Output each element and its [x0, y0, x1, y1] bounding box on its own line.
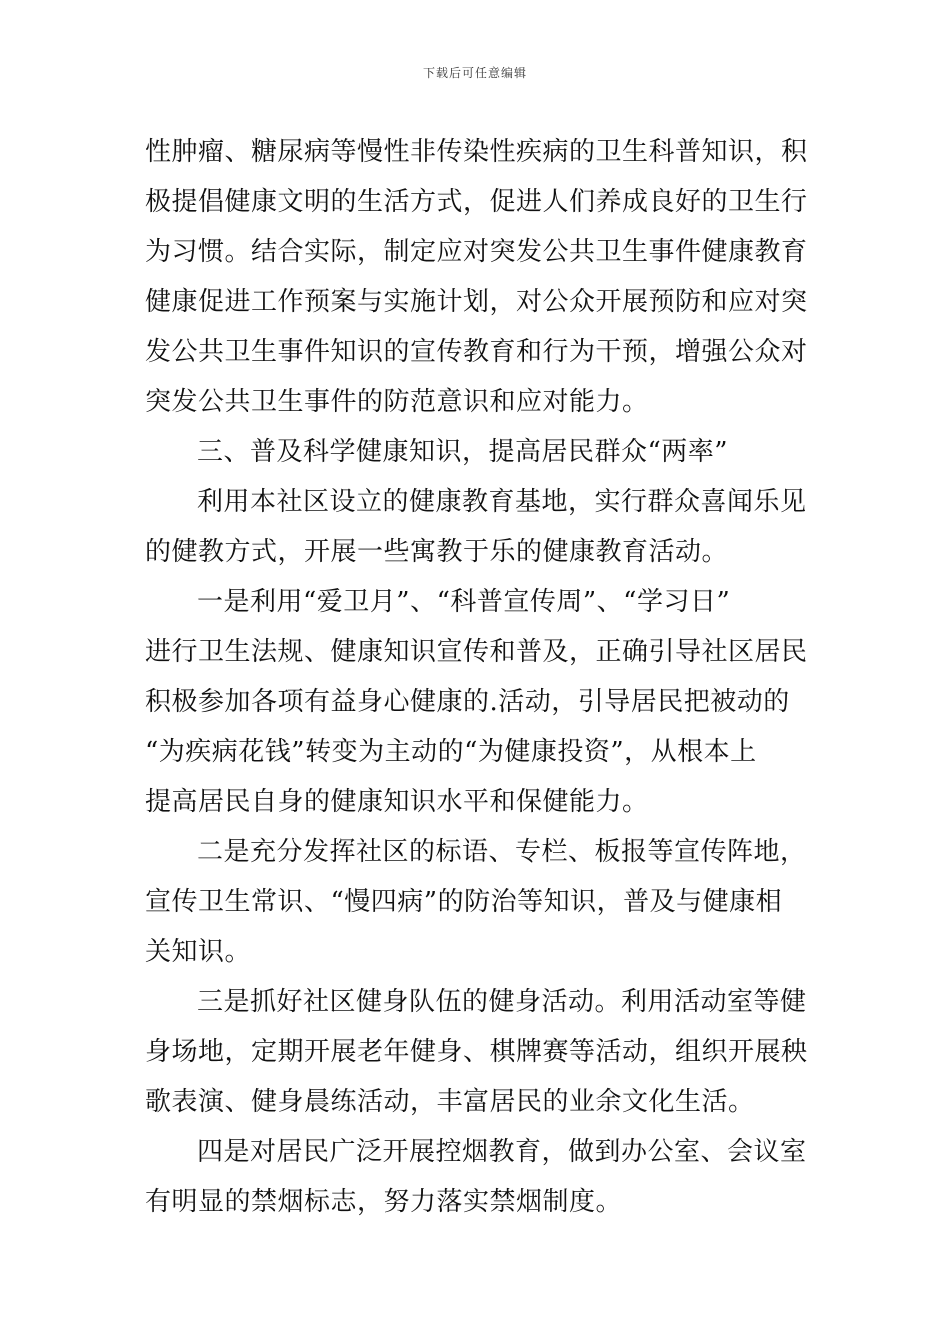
- body-line: 关知识。: [145, 937, 252, 967]
- body-line: 性肿瘤、糖尿病等慢性非传染性疾病的卫生科普知识，积: [145, 137, 808, 167]
- body-line: 为习惯。结合实际，制定应对突发公共卫生事件健康教育: [145, 237, 808, 267]
- section-heading: 三、普及科学健康知识，提高居民群众“两率”: [197, 437, 729, 467]
- body-line: 有明显的禁烟标志，努力落实禁烟制度。: [145, 1187, 623, 1217]
- page-header-note: 下载后可任意编辑: [422, 66, 527, 80]
- paragraph-first-line: 利用本社区设立的健康教育基地，实行群众喜闻乐见: [197, 487, 807, 517]
- paragraph-first-line: 三是抓好社区健身队伍的健身活动。利用活动室等健: [197, 987, 807, 1017]
- body-line: 歌表演、健身晨练活动，丰富居民的业余文化生活。: [145, 1087, 755, 1117]
- body-line: 极提倡健康文明的生活方式，促进人们养成良好的卫生行: [145, 187, 808, 217]
- body-line: 发公共卫生事件知识的宣传教育和行为干预，增强公众对: [145, 337, 808, 367]
- body-line: 宣传卫生常识、“慢四病”的防治等知识，普及与健康相: [145, 887, 783, 917]
- body-line: 身场地，定期开展老年健身、棋牌赛等活动，组织开展秧: [145, 1037, 808, 1067]
- paragraph-first-line: 一是利用“爱卫月”、“科普宣传周”、“学习日”: [197, 587, 731, 617]
- body-line: “为疾病花钱”转变为主动的“为健康投资”，从根本上: [145, 737, 757, 767]
- paragraph-first-line: 二是充分发挥社区的标语、专栏、板报等宣传阵地，: [197, 837, 807, 867]
- body-line: 健康促进工作预案与实施计划，对公众开展预防和应对突: [145, 287, 808, 317]
- body-line: 的健教方式，开展一些寓教于乐的健康教育活动。: [145, 537, 729, 567]
- document-body: [145, 127, 809, 1227]
- body-line: 积极参加各项有益身心健康的.活动，引导居民把被动的: [145, 687, 790, 717]
- body-line: 进行卫生法规、健康知识宣传和普及，正确引导社区居民: [145, 637, 808, 667]
- paragraph-first-line: 四是对居民广泛开展控烟教育，做到办公室、会议室: [197, 1137, 807, 1167]
- body-line: 突发公共卫生事件的防范意识和应对能力。: [145, 387, 649, 417]
- body-line: 提高居民自身的健康知识水平和保健能力。: [145, 787, 649, 817]
